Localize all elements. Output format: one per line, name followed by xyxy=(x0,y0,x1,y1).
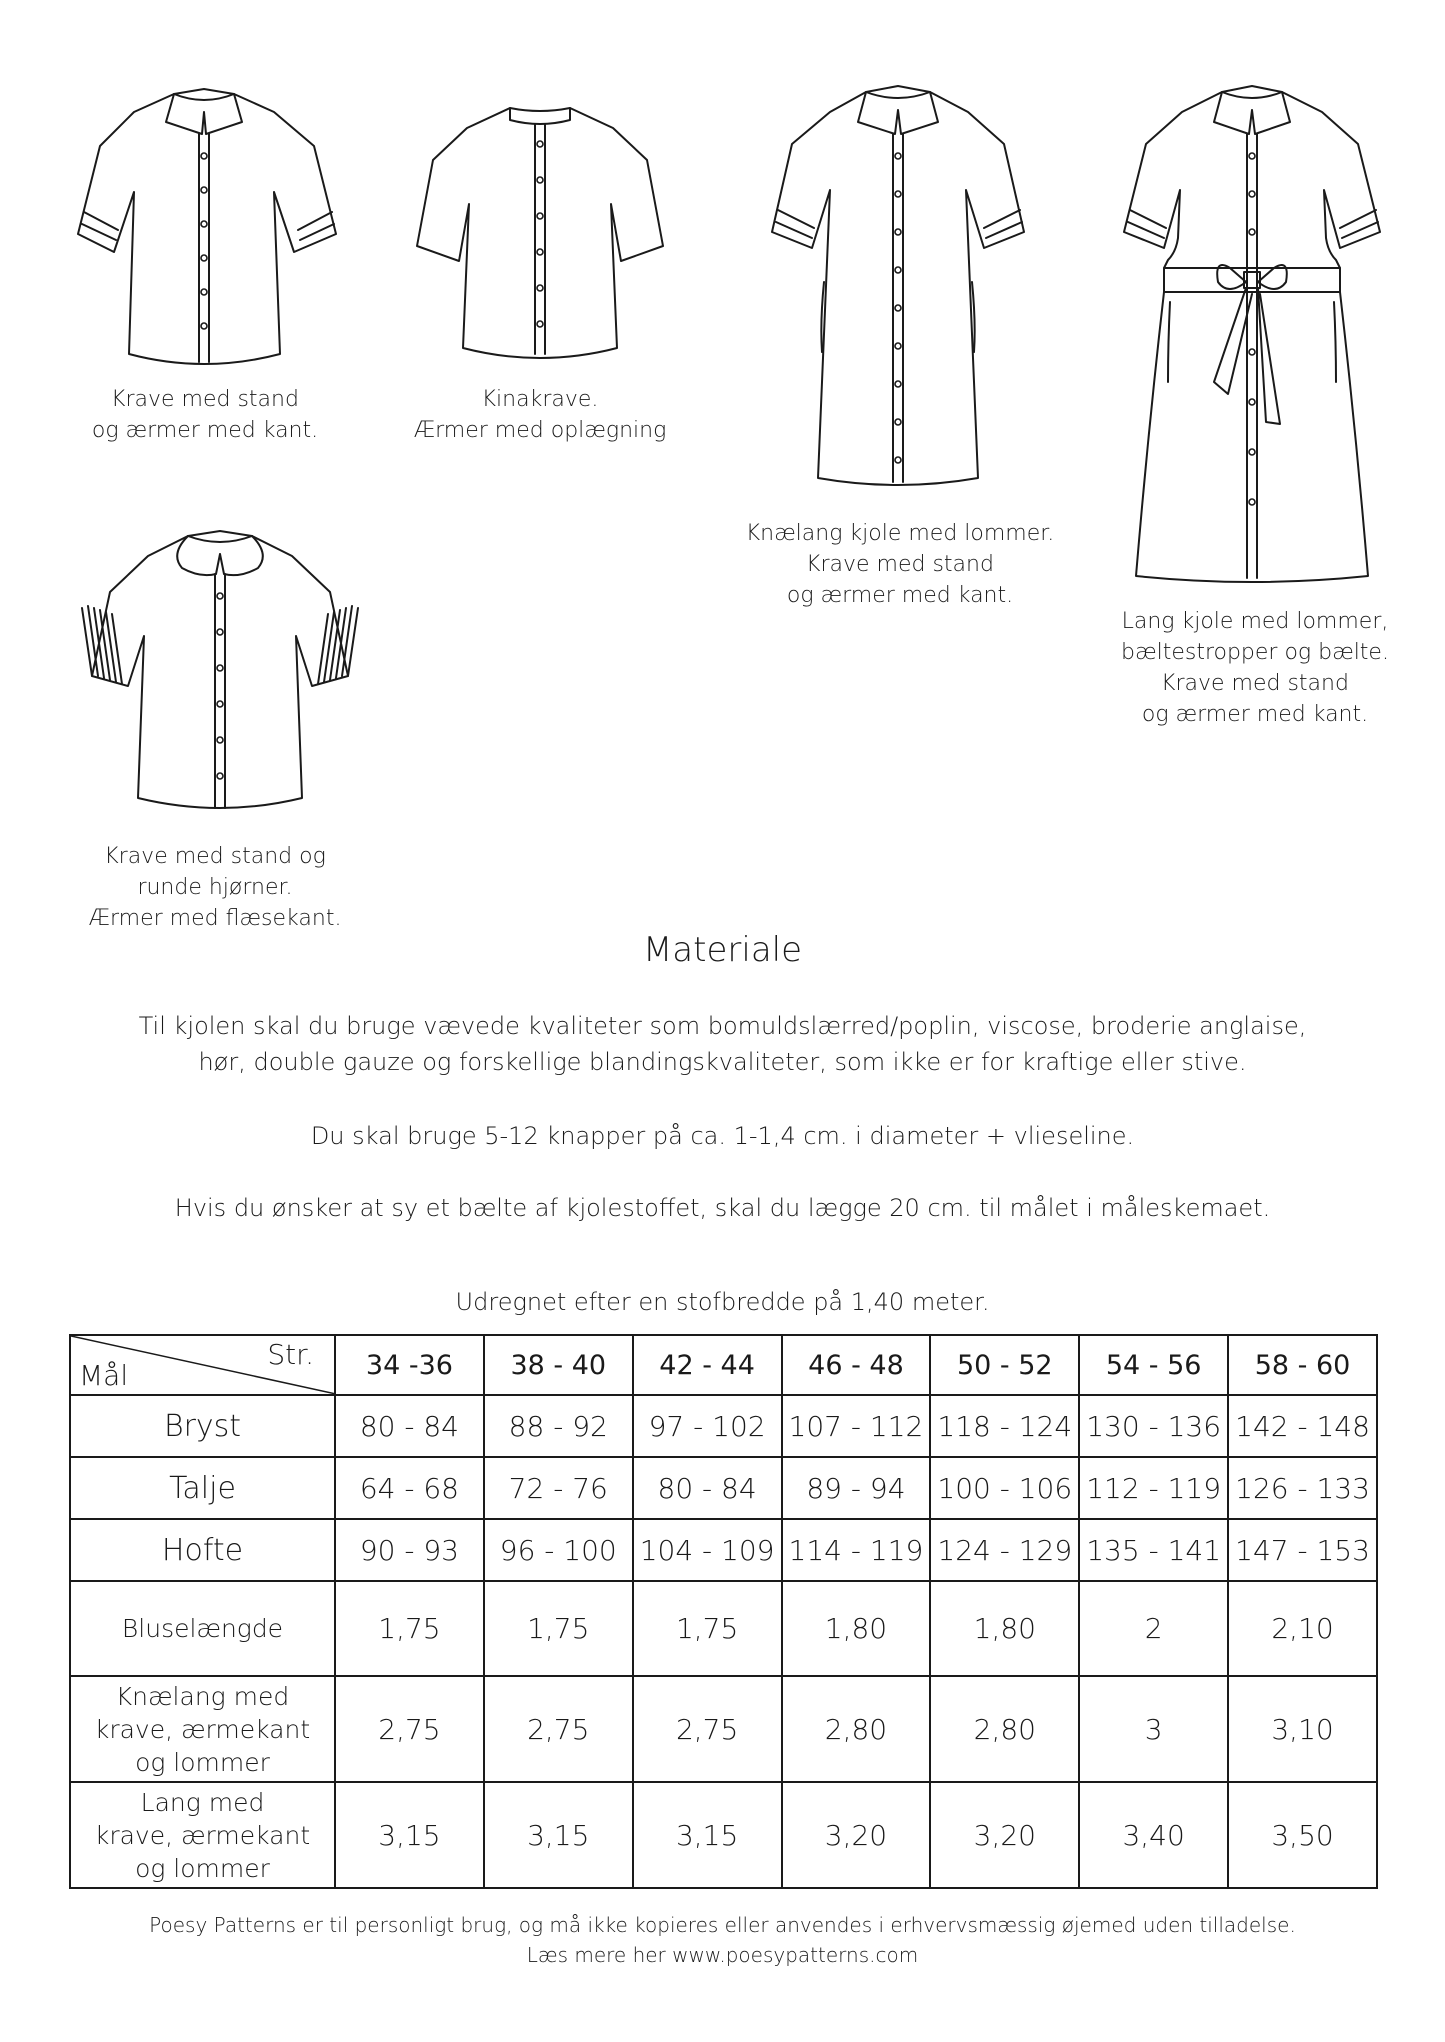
row-label: Bryst xyxy=(70,1395,335,1457)
size-header: 54 - 56 xyxy=(1079,1335,1228,1395)
table-row xyxy=(70,1519,1377,1581)
table-cell: 2,75 xyxy=(335,1676,484,1782)
table-cell: 2,75 xyxy=(484,1676,633,1782)
table-cell: 147 - 153 xyxy=(1228,1519,1377,1581)
variant-2-caption: Kinakrave. Ærmer med oplægning xyxy=(413,387,667,443)
size-header: 42 - 44 xyxy=(633,1335,782,1395)
table-cell: 1,80 xyxy=(930,1581,1079,1676)
material-paragraph-2: Du skal bruge 5-12 knapper på ca. 1-1,4 cm. i diameter + vlieseline. xyxy=(310,1122,1135,1150)
table-cell: 3,15 xyxy=(633,1782,782,1888)
table-cell: 72 - 76 xyxy=(484,1457,633,1519)
material-heading: Materiale xyxy=(642,930,803,970)
size-chart-table xyxy=(69,1334,1378,1889)
table-cell: 3,20 xyxy=(782,1782,931,1888)
website-link[interactable]: Læs mere her www.poesypatterns.com xyxy=(526,1943,919,1967)
table-corner-cell xyxy=(70,1335,335,1395)
table-cell: 2,80 xyxy=(930,1676,1079,1782)
table-cell: 142 - 148 xyxy=(1228,1395,1377,1457)
table-cell: 3,15 xyxy=(335,1782,484,1888)
table-cell: 2,10 xyxy=(1228,1581,1377,1676)
copyright-notice: Poesy Patterns er til personligt brug, og må ikke kopieres eller anvendes i erhvervsmæssig øjemed uden tilladelse. xyxy=(149,1913,1296,1937)
material-paragraph-1: Til kjolen skal du bruge vævede kvaliteter som bomuldslærred/poplin, viscose, broderie anglaise, hør, double gauze og forskellige blandingskvaliteter, som ikke er for kraftige eller stive. xyxy=(138,1012,1307,1076)
table-cell: 1,75 xyxy=(633,1581,782,1676)
size-header: 50 - 52 xyxy=(930,1335,1079,1395)
table-cell: 3,40 xyxy=(1079,1782,1228,1888)
row-label: Bluselængde xyxy=(70,1581,335,1676)
long-dress-belt-illustration xyxy=(1118,82,1388,584)
table-cell: 96 - 100 xyxy=(484,1519,633,1581)
table-cell: 1,75 xyxy=(484,1581,633,1676)
table-cell: 3,20 xyxy=(930,1782,1079,1888)
table-cell: 1,75 xyxy=(335,1581,484,1676)
table-row xyxy=(70,1581,1377,1676)
size-header: 46 - 48 xyxy=(782,1335,931,1395)
measure-corner-label: Mål xyxy=(79,1359,129,1392)
table-cell: 3,10 xyxy=(1228,1676,1377,1782)
table-cell: 3,50 xyxy=(1228,1782,1377,1888)
table-cell: 126 - 133 xyxy=(1228,1457,1377,1519)
table-cell: 104 - 109 xyxy=(633,1519,782,1581)
table-cell: 100 - 106 xyxy=(930,1457,1079,1519)
variant-3-caption: Knælang kjole med lommer. Krave med stand og ærmer med kant. xyxy=(745,521,1055,608)
table-cell: 90 - 93 xyxy=(335,1519,484,1581)
table-cell: 135 - 141 xyxy=(1079,1519,1228,1581)
table-cell: 80 - 84 xyxy=(633,1457,782,1519)
table-cell: 124 - 129 xyxy=(930,1519,1079,1581)
table-cell: 114 - 119 xyxy=(782,1519,931,1581)
material-paragraph-3: Hvis du ønsker at sy et bælte af kjolestoffet, skal du lægge 20 cm. til målet i måleskemaet. xyxy=(174,1194,1271,1222)
fabric-width-note: Udregnet efter en stofbredde på 1,40 meter. xyxy=(455,1288,990,1316)
knee-length-dress-illustration xyxy=(768,82,1030,492)
table-row xyxy=(70,1782,1377,1888)
table-cell: 2,75 xyxy=(633,1676,782,1782)
size-header: 38 - 40 xyxy=(484,1335,633,1395)
table-cell: 89 - 94 xyxy=(782,1457,931,1519)
variant-1-caption: Krave med stand og ærmer med kant. xyxy=(91,387,319,443)
table-cell: 80 - 84 xyxy=(335,1395,484,1457)
table-row xyxy=(70,1676,1377,1782)
variant-5-caption: Krave med stand og runde hjørner. Ærmer med flæsekant. xyxy=(88,844,342,931)
blouse-mandarin-collar-illustration xyxy=(415,96,665,366)
table-row xyxy=(70,1395,1377,1457)
blouse-collar-cuff-illustration xyxy=(74,84,344,374)
table-cell: 112 - 119 xyxy=(1079,1457,1228,1519)
table-cell: 2 xyxy=(1079,1581,1228,1676)
table-row xyxy=(70,1457,1377,1519)
table-cell: 97 - 102 xyxy=(633,1395,782,1457)
row-label: Hofte xyxy=(70,1519,335,1581)
table-cell: 3,15 xyxy=(484,1782,633,1888)
size-header: 58 - 60 xyxy=(1228,1335,1377,1395)
footer xyxy=(0,1910,1445,1970)
row-label: Talje xyxy=(70,1457,335,1519)
table-cell: 88 - 92 xyxy=(484,1395,633,1457)
table-cell: 130 - 136 xyxy=(1079,1395,1228,1457)
size-corner-label: Str. xyxy=(267,1338,314,1371)
blouse-ruffle-sleeve-illustration xyxy=(80,526,370,816)
size-header: 34 -36 xyxy=(335,1335,484,1395)
table-cell: 118 - 124 xyxy=(930,1395,1079,1457)
table-cell: 107 - 112 xyxy=(782,1395,931,1457)
row-label: Knælang med krave, ærmekant og lommer xyxy=(70,1676,335,1782)
row-label: Lang med krave, ærmekant og lommer xyxy=(70,1782,335,1888)
table-cell: 1,80 xyxy=(782,1581,931,1676)
table-cell: 3 xyxy=(1079,1676,1228,1782)
table-cell: 64 - 68 xyxy=(335,1457,484,1519)
variant-4-caption: Lang kjole med lommer, bæltestropper og bælte. Krave med stand og ærmer med kant. xyxy=(1121,609,1389,727)
table-header-row xyxy=(70,1335,1377,1395)
table-cell: 2,80 xyxy=(782,1676,931,1782)
